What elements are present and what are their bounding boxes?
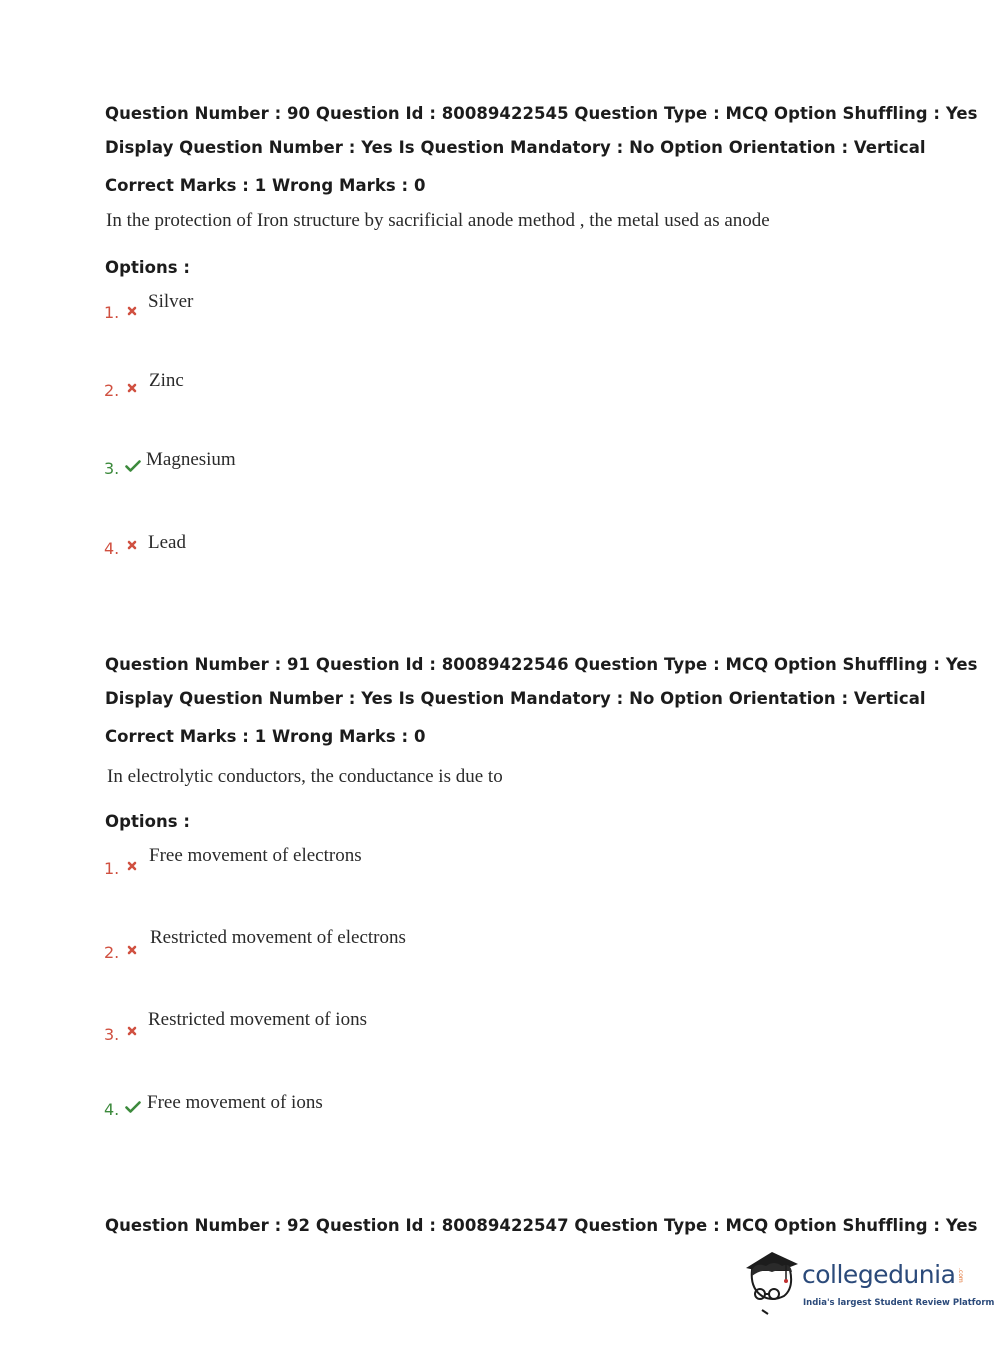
q90-options-label: Options : [105,258,191,277]
collegedunia-logo [742,1250,995,1320]
q90-question-text: In the protection of Iron structure by sacrificial anode method , the metal used as anode [106,210,770,231]
option-text: Restricted movement of ions [148,1009,367,1030]
option-text: Magnesium [146,449,236,470]
wrong-cross-icon [126,944,138,956]
option-number: 3. [104,459,120,478]
logo-domain-suffix: .com [957,1268,964,1283]
option-number: 1. [104,859,120,878]
option-text: Restricted movement of electrons [150,927,406,948]
q90-meta-line2: Display Question Number : Yes Is Question Mandatory : No Option Orientation : Vertical [105,138,926,157]
correct-check-icon [125,460,141,472]
option-number: 4. [104,539,120,558]
q91-question-text: In electrolytic conductors, the conductance is due to [107,766,503,787]
q91-meta-line1: Question Number : 91 Question Id : 80089422546 Question Type : MCQ Option Shuffling : Yes [105,655,978,674]
wrong-cross-icon [126,1025,138,1037]
option-number: 4. [104,1100,120,1119]
wrong-cross-icon [126,539,138,551]
correct-check-icon [125,1101,141,1113]
q91-meta-line2: Display Question Number : Yes Is Question Mandatory : No Option Orientation : Vertical [105,689,926,708]
option-number: 2. [104,943,120,962]
option-text: Lead [148,532,186,553]
q92-meta-line1: Question Number : 92 Question Id : 80089422547 Question Type : MCQ Option Shuffling : Yes [105,1216,978,1235]
q90-meta-line1: Question Number : 90 Question Id : 80089422545 Question Type : MCQ Option Shuffling : Yes [105,104,978,123]
q91-marks: Correct Marks : 1 Wrong Marks : 0 [105,727,426,746]
logo-tagline: India's largest Student Review Platform [803,1298,995,1308]
option-number: 1. [104,303,120,322]
option-number: 3. [104,1025,120,1044]
q91-options-label: Options : [105,812,191,831]
option-number: 2. [104,381,120,400]
option-text: Silver [148,291,194,312]
logo-wordmark: collegedunia [802,1260,956,1289]
option-text: Free movement of ions [147,1092,323,1113]
option-text: Free movement of electrons [149,845,362,866]
option-text: Zinc [149,370,184,391]
wrong-cross-icon [126,382,138,394]
mascot-icon [742,1250,802,1320]
wrong-cross-icon [126,305,138,317]
wrong-cross-icon [126,860,138,872]
q90-marks: Correct Marks : 1 Wrong Marks : 0 [105,176,426,195]
